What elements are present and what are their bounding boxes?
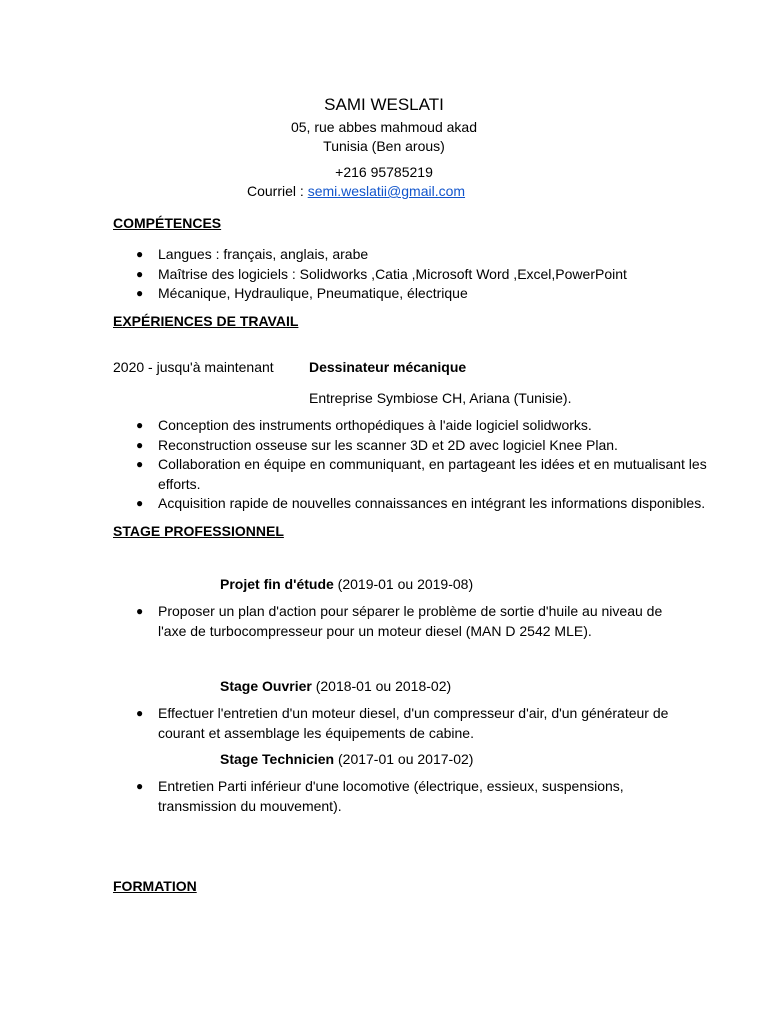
list-item: ● Acquisition rapide de nouvelles connaissances en intégrant les informations disponibles. bbox=[113, 494, 743, 514]
stage-list bbox=[113, 704, 743, 743]
section-heading-formation: FORMATION bbox=[113, 878, 197, 894]
list-item: ● Conception des instruments orthopédiques à l'aide logiciel solidworks. bbox=[113, 416, 743, 436]
section-heading-competences: COMPÉTENCES bbox=[113, 215, 222, 231]
section-heading-stage: STAGE PROFESSIONNEL bbox=[113, 523, 284, 539]
stage-list bbox=[113, 777, 743, 816]
phone-number: +216 95785219 bbox=[335, 164, 433, 180]
email-line bbox=[247, 182, 465, 201]
experiences-list bbox=[113, 416, 743, 514]
stage-entry-title: Stage Ouvrier (2018-01 ou 2018-02) bbox=[220, 678, 452, 694]
bullet-icon: ● bbox=[136, 779, 144, 793]
stage-list bbox=[113, 602, 743, 641]
job-period: 2020 - jusqu'à maintenant bbox=[113, 359, 274, 375]
bullet-icon: ● bbox=[136, 496, 144, 510]
list-item: ● Reconstruction osseuse sur les scanner 3D et 2D avec logiciel Knee Plan. bbox=[113, 436, 743, 456]
bullet-icon: ● bbox=[136, 706, 144, 720]
address-line-2: Tunisia (Ben arous) bbox=[323, 138, 445, 154]
bullet-icon: ● bbox=[136, 604, 144, 618]
stage-entry-title: Stage Technicien (2017-01 ou 2017-02) bbox=[220, 751, 474, 767]
bullet-icon: ● bbox=[136, 418, 144, 432]
stage-entry-title: Projet fin d'étude (2019-01 ou 2019-08) bbox=[220, 576, 474, 592]
list-item: ● Proposer un plan d'action pour séparer le problème de sortie d'huile au niveau de l'axe de turbocompresseur pour un moteur diesel (MAN D 2542 MLE). bbox=[136, 603, 663, 639]
bullet-icon: ● bbox=[136, 247, 144, 261]
list-item: ● Collaboration en équipe en communiquant, en partageant les idées et en mutualisant les efforts. bbox=[136, 456, 707, 492]
job-title: Dessinateur mécanique bbox=[309, 359, 467, 375]
bullet-icon: ● bbox=[136, 457, 144, 471]
email-label: Courriel : bbox=[247, 183, 304, 199]
bullet-icon: ● bbox=[136, 286, 144, 300]
section-heading-experiences: EXPÉRIENCES DE TRAVAIL bbox=[113, 313, 299, 329]
bullet-icon: ● bbox=[136, 437, 144, 452]
list-item: ● Mécanique, Hydraulique, Pneumatique, électrique bbox=[113, 284, 743, 304]
bullet-icon: ● bbox=[136, 266, 144, 281]
list-item: ● Effectuer l'entretien d'un moteur diesel, d'un compresseur d'air, d'un générateur de courant et assemblage les équipements de cabine. bbox=[136, 705, 669, 741]
email-link[interactable]: semi.weslatii@gmail.com bbox=[307, 183, 466, 199]
list-item: ● Entretien Parti inférieur d'une locomotive (électrique, essieux, suspensions, transmission du mouvement). bbox=[136, 778, 624, 814]
address-line-1: 05, rue abbes mahmoud akad bbox=[290, 119, 477, 135]
competences-list bbox=[113, 245, 743, 304]
list-item: ● Maîtrise des logiciels : Solidworks ,Catia ,Microsoft Word ,Excel,PowerPoint bbox=[113, 265, 743, 285]
list-item: ● Langues : français, anglais, arabe bbox=[113, 245, 743, 265]
job-company: Entreprise Symbiose CH, Ariana (Tunisie). bbox=[309, 390, 572, 406]
candidate-name: SAMI WESLATI bbox=[324, 95, 444, 114]
